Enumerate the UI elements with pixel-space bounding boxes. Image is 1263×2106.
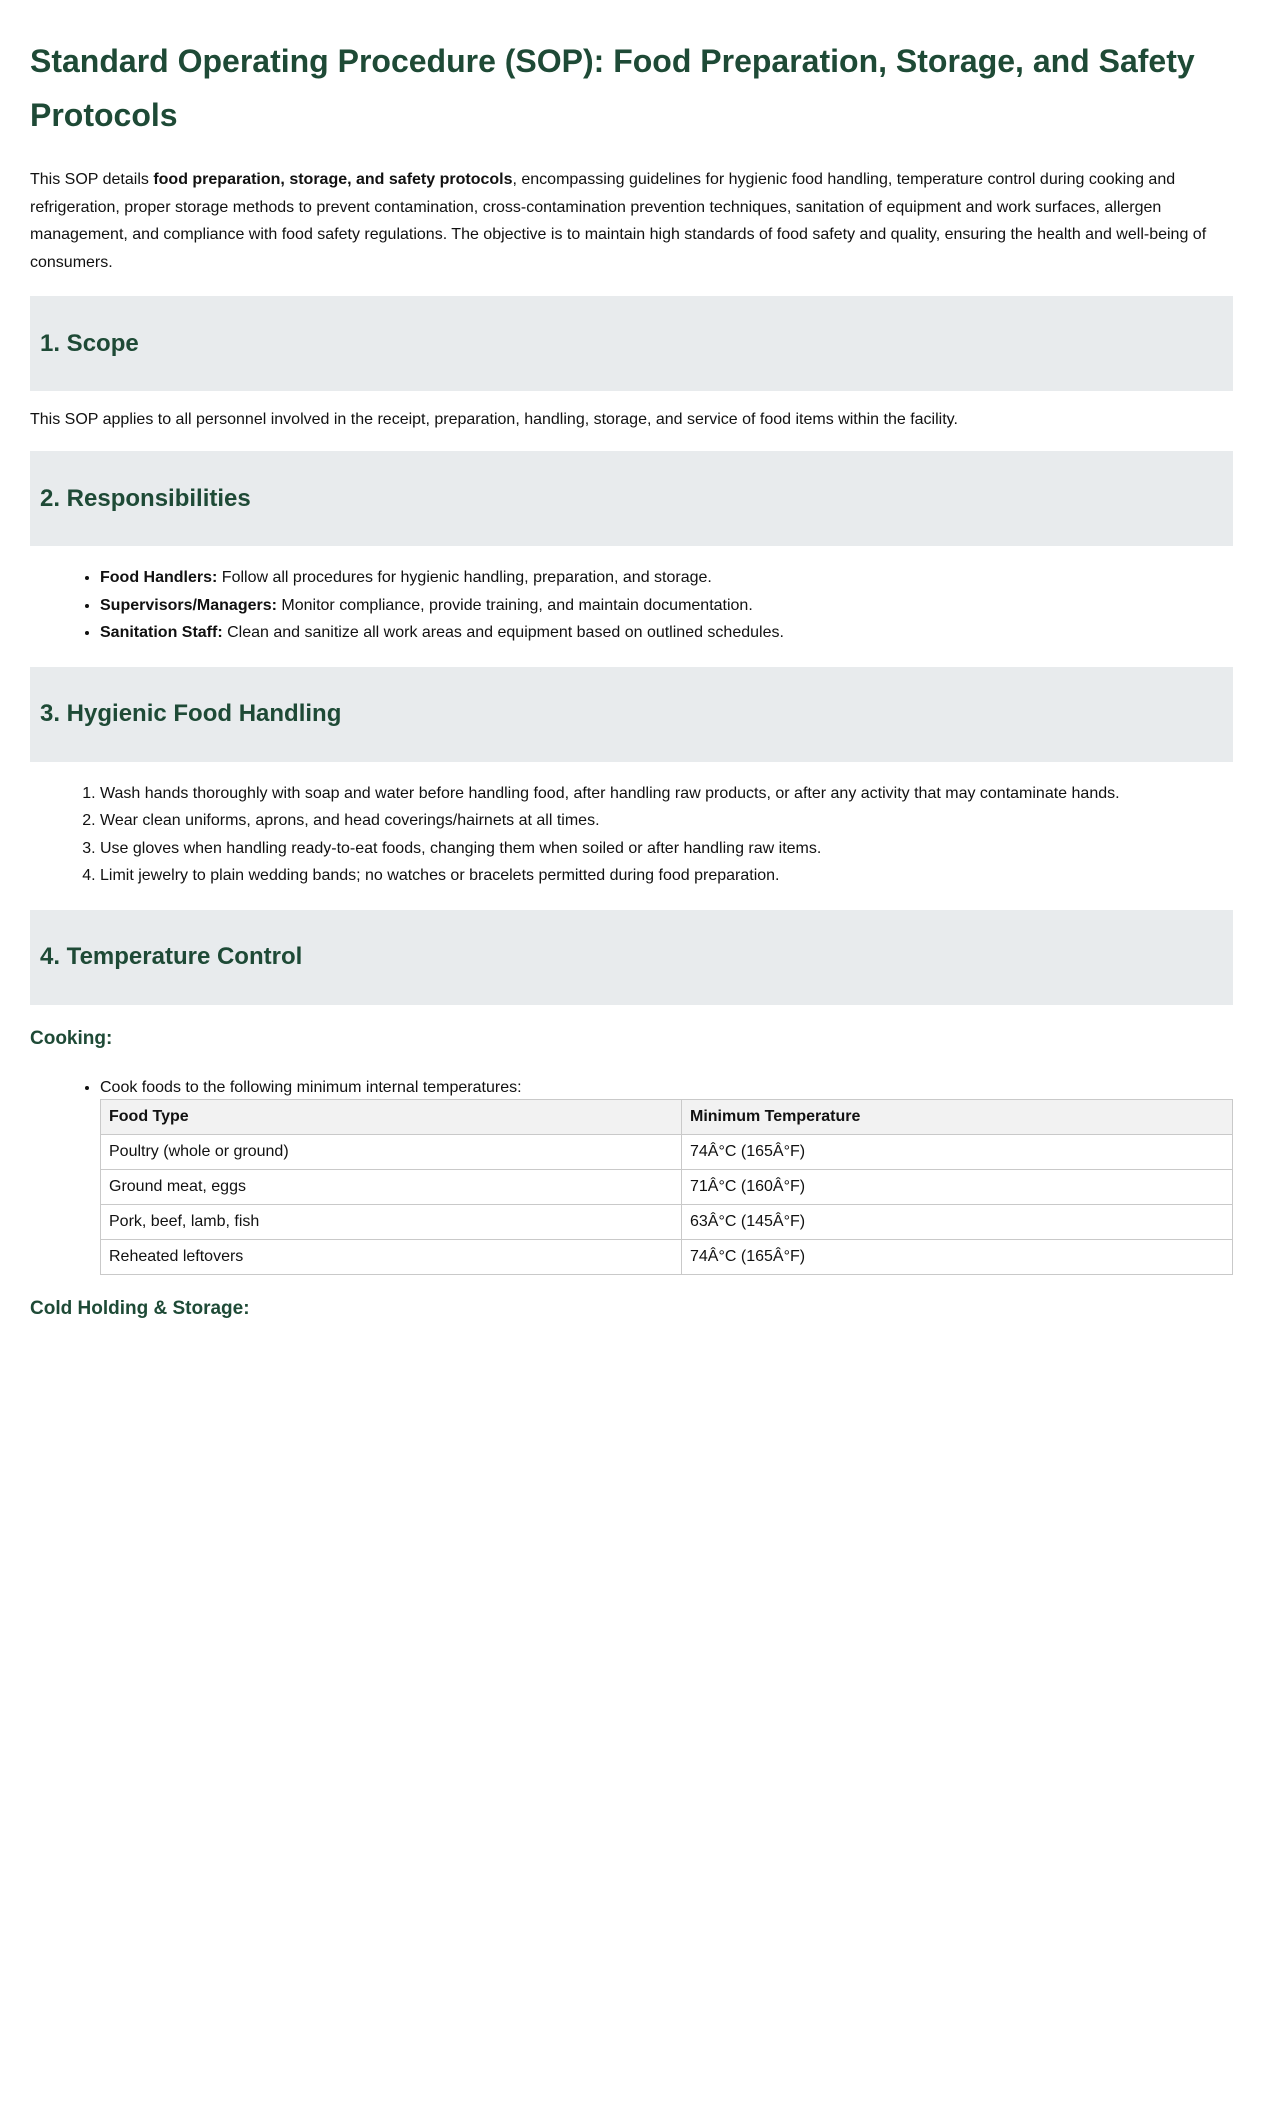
column-header: Minimum Temperature [682, 1099, 1233, 1134]
list-item: 1. Wash hands thoroughly with soap and water before handling food, after handling raw products, or after any activity that may contaminate hands. [100, 780, 1233, 808]
table-cell: 63Â°C (145Â°F) [682, 1204, 1233, 1239]
cooking-list [30, 1077, 1233, 1275]
column-header: Food Type [101, 1099, 682, 1134]
page-title: Standard Operating Procedure (SOP): Food Preparation, Storage, and Safety Protocols [30, 43, 1195, 133]
table-row [101, 1169, 1233, 1204]
table-cell: 74Â°C (165Â°F) [682, 1239, 1233, 1274]
intro-text-start: This SOP details [30, 171, 154, 188]
table-cell: Ground meat, eggs [101, 1169, 682, 1204]
cooking-intro: Cook foods to the following minimum internal temperatures: [100, 1078, 522, 1096]
cold-storage-subheading: Cold Holding & Storage: [30, 1297, 250, 1319]
role-description: Monitor compliance, provide training, and maintain documentation. [276, 596, 753, 614]
cooking-subheading: Cooking: [30, 1027, 113, 1049]
table-row [101, 1239, 1233, 1274]
role-label: Supervisors/Managers: [100, 596, 277, 614]
section-heading-scope: 1. Scope [40, 329, 139, 357]
list-item: 4. Limit jewelry to plain wedding bands; no watches or bracelets permitted during food preparation. [100, 862, 1233, 890]
responsibilities-list [30, 564, 1233, 647]
hygiene-list [30, 780, 1233, 890]
role-description: Clean and sanitize all work areas and equipment based on outlined schedules. [222, 624, 784, 641]
table-row [101, 1134, 1233, 1169]
table-header-row [101, 1099, 1233, 1134]
list-item [100, 592, 1233, 620]
section-heading-responsibilities: 2. Responsibilities [40, 484, 251, 512]
intro-paragraph [30, 166, 1233, 276]
table-cell: Reheated leftovers [101, 1239, 682, 1274]
section-heading-hygiene: 3. Hygienic Food Handling [40, 700, 342, 727]
list-item: 3. Use gloves when handling ready-to-eat foods, changing them when soiled or after handling raw items. [100, 835, 1233, 863]
section-header-responsibilities [30, 451, 1233, 546]
list-item: 2. Wear clean uniforms, aprons, and head coverings/hairnets at all times. [100, 807, 1233, 835]
table-cell: Pork, beef, lamb, fish [101, 1204, 682, 1239]
list-item [100, 1077, 1233, 1275]
intro-bold-text: food preparation, storage, and safety protocols [153, 171, 513, 188]
table-cell: Poultry (whole or ground) [101, 1134, 682, 1169]
role-label: Sanitation Staff: [100, 624, 223, 641]
section-header-scope [30, 296, 1233, 391]
role-label: Food Handlers: [100, 569, 218, 586]
temperature-table [100, 1099, 1233, 1275]
section-heading-temperature: 4. Temperature Control [40, 943, 303, 970]
list-item [100, 619, 1233, 647]
list-item [100, 564, 1233, 592]
scope-paragraph: This SOP applies to all personnel involved in the receipt, preparation, handling, storage, and service of food items within the facility. [30, 411, 958, 428]
table-row [101, 1204, 1233, 1239]
role-description: Follow all procedures for hygienic handling, preparation, and storage. [217, 569, 712, 586]
section-header-temperature [30, 910, 1233, 1005]
section-header-hygiene [30, 667, 1233, 762]
table-cell: 71Â°C (160Â°F) [682, 1169, 1233, 1204]
intro-text-end: , encompassing guidelines for hygienic food handling, temperature control during cooking and refrigeration, proper storage methods to prevent contamination, cross-contamination prevention techniques, sanitation of equipment and work surfaces, allergen management, and compliance with food safety regulations. The objective is to maintain high standards of food safety and quality, ensuring the health and well-being of consumers. [30, 171, 1207, 271]
table-cell: 74Â°C (165Â°F) [682, 1134, 1233, 1169]
